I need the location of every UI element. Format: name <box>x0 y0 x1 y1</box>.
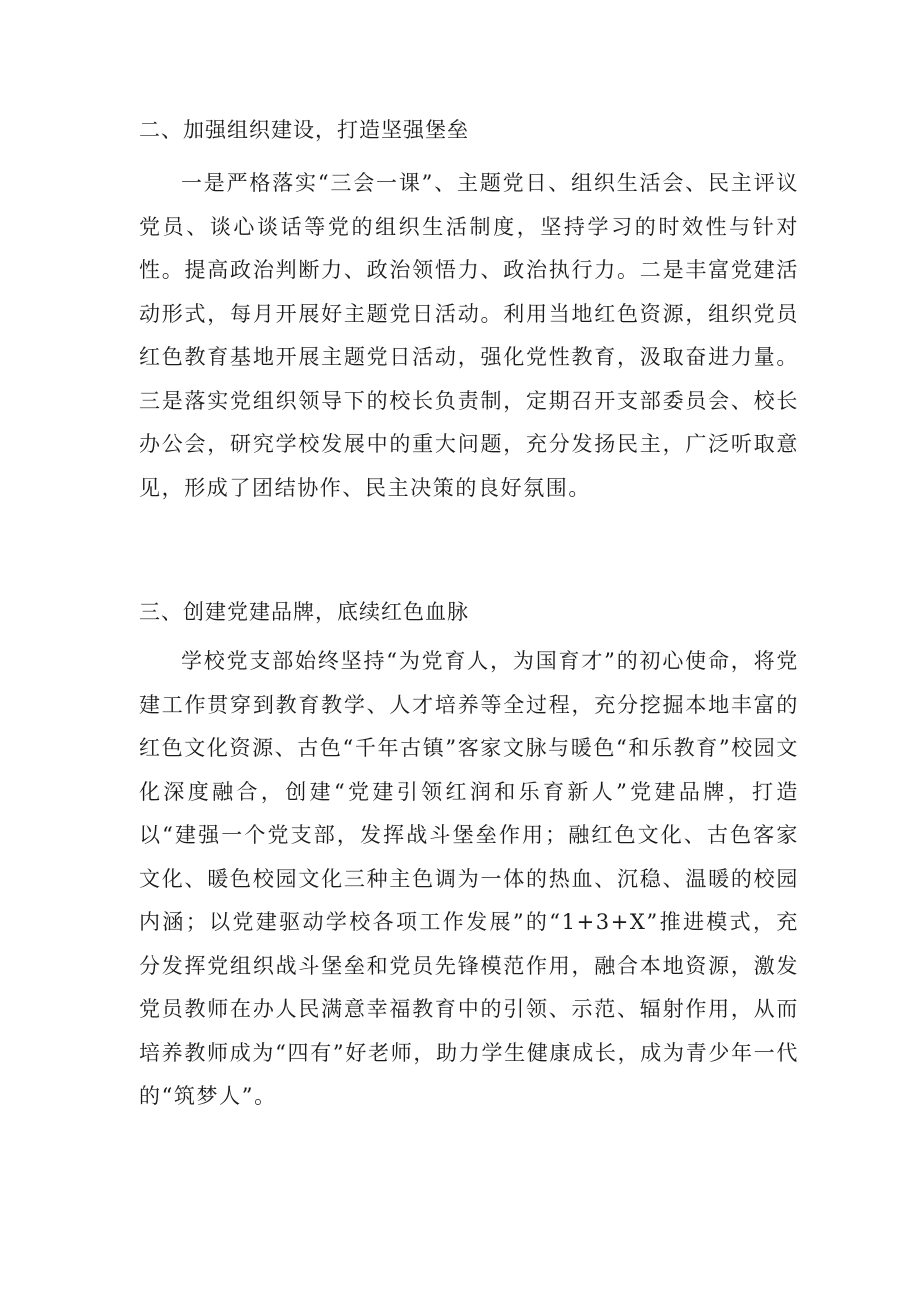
section-heading-organization: 二、加强组织建设，打造坚强堡垒 <box>139 118 469 142</box>
section-body-organization: 一是严格落实“三会一课”、主题党日、组织生活会、民主评议党员、谈心谈话等党的组织生活制度，坚持学习的时效性与针对性。提高政治判断力、政治领悟力、政治执行力。二是丰富党建活动形式，每月开展好主题党日活动。利用当地红色资源，组织党员红色教育基地开展主题党日活动，强化党性教育，汲取奋进力量。三是落实党组织领导下的校长负责制，定期召开支部委员会、校长办公会，研究学校发展中的重大问题，充分发扬民主，广泛听取意见，形成了团结协作、民主决策的良好氛围。 <box>139 171 799 500</box>
section-heading-brand: 三、创建党建品牌，底续红色血脉 <box>139 600 469 624</box>
section-body-brand: 学校党支部始终坚持“为党育人，为国育才”的初心使命，将党建工作贯穿到教育教学、人才培养等全过程，充分挖掘本地丰富的红色文化资源、古色“千年古镇”客家文脉与暖色“和乐教育”校园文化深度融合，创建“党建引领红润和乐育新人”党建品牌，打造以“建强一个党支部，发挥战斗堡垒作用；融红色文化、古色客家文化、暖色校园文化三种主色调为一体的热血、沉稳、温暖的校园内涵；以党建驱动学校各项工作发展”的“1+3+X”推进模式，充分发挥党组织战斗堡垒和党员先锋模范作用，融合本地资源，激发党员教师在办人民满意幸福教育中的引领、示范、辐射作用，从而培养教师成为“四有”好老师，助力学生健康成长，成为青少年一代的“筑梦人”。 <box>139 649 799 1108</box>
